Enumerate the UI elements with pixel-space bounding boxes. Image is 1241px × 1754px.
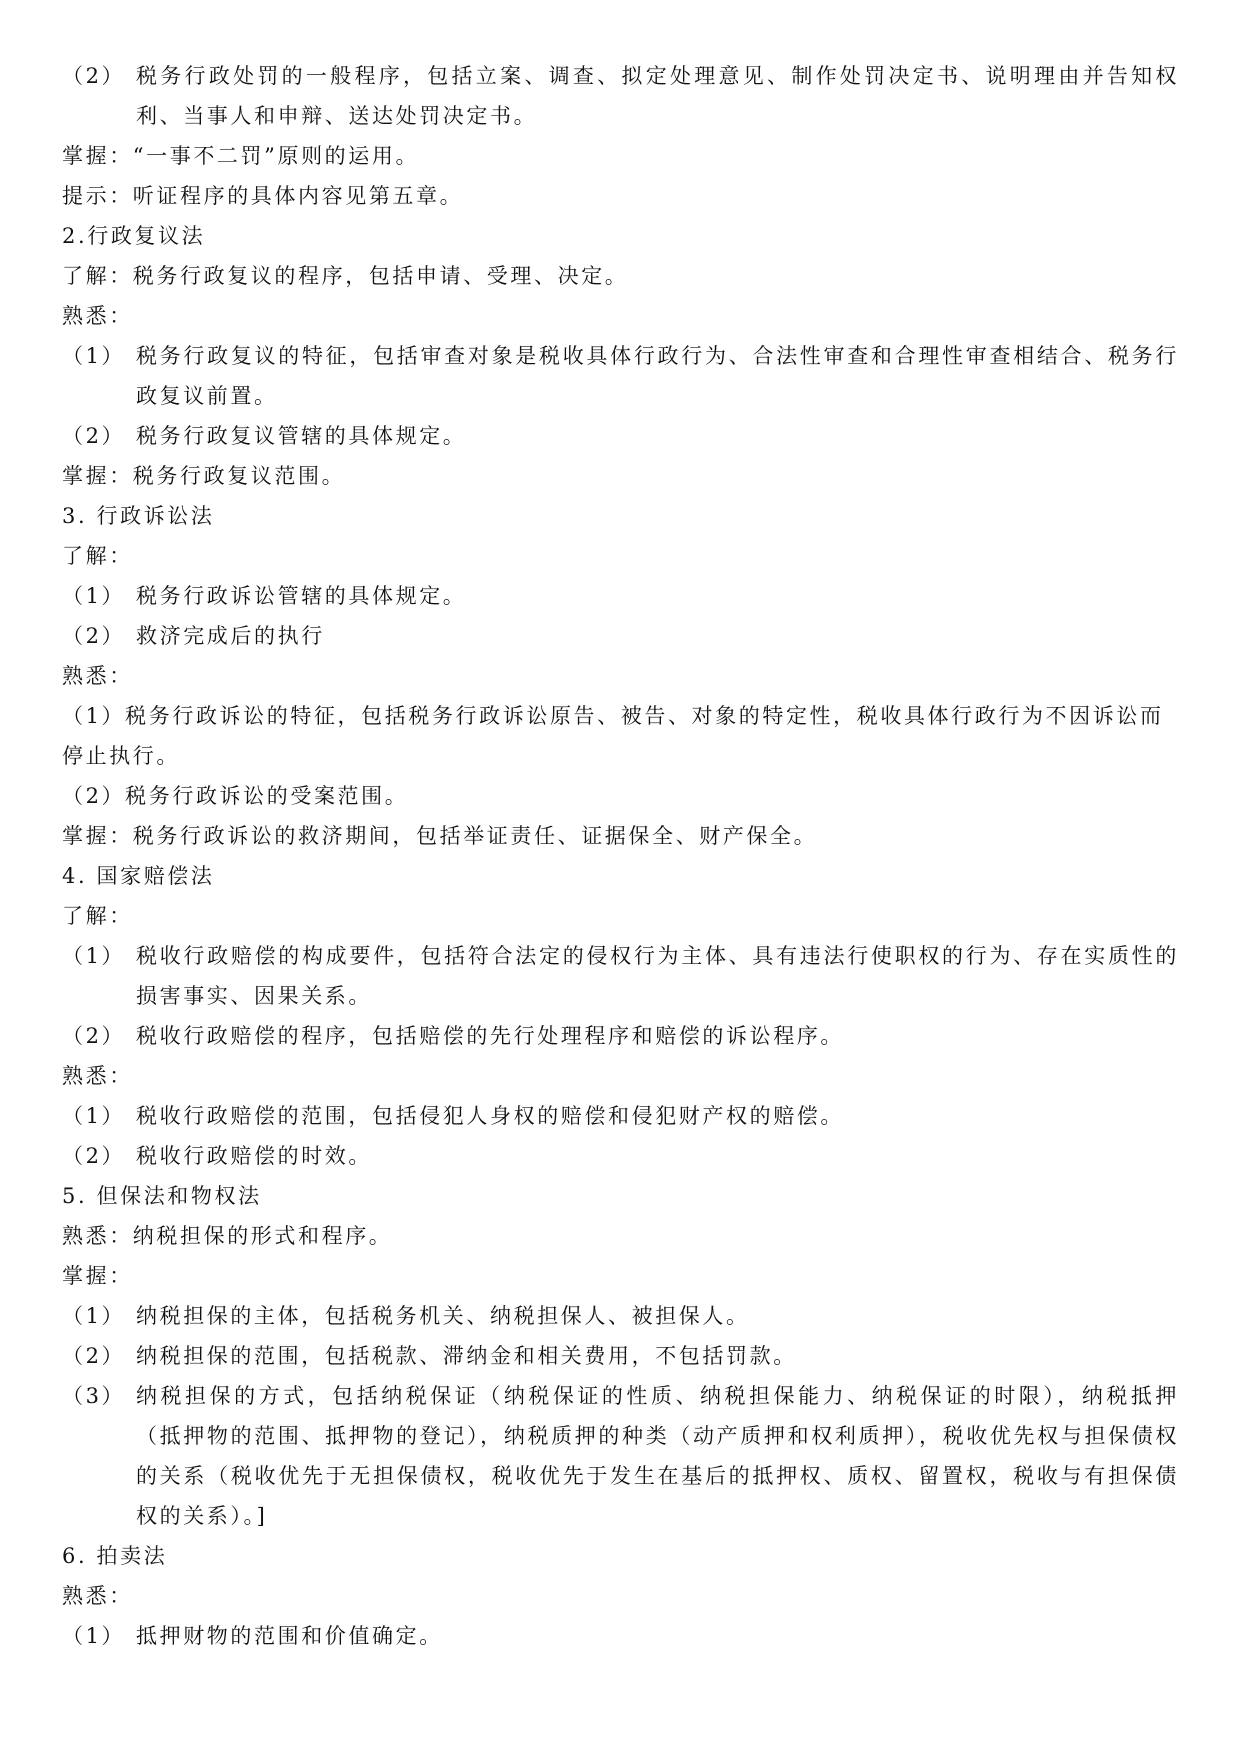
item-text: 税务行政诉讼管辖的具体规定。 bbox=[136, 584, 467, 608]
text-line: 熟悉：纳税担保的形式和程序。 bbox=[62, 1224, 393, 1248]
item-number: （1） bbox=[62, 344, 126, 368]
list-item bbox=[62, 576, 1179, 616]
item-text: 纳税担保的方式，包括纳税保证（纳税保证的性质、纳税担保能力、纳税保证的时限），纳税抵押（抵押物的范围、抵押物的登记），纳税质押的种类（动产质押和权利质押），税收优先权与担保债权的关系（税收优先于无担保债权，税收优先于发生在基后的抵押权、质权、留置权，税收与有担保债权的关系）。] bbox=[136, 1384, 1179, 1528]
item-text: 税务行政复议管辖的具体规定。 bbox=[136, 424, 467, 448]
item-text: 税务行政复议的特征，包括审查对象是税收具体行政行为、合法性审查和合理性审查相结合、税务行政复议前置。 bbox=[136, 344, 1179, 408]
text-line: 了解： bbox=[62, 544, 133, 568]
text-line: 提示：听证程序的具体内容见第五章。 bbox=[62, 184, 464, 208]
item-text: 救济完成后的执行 bbox=[136, 624, 325, 648]
list-item bbox=[62, 1616, 1179, 1656]
item-text: 税收行政赔偿的构成要件，包括符合法定的侵权行为主体、具有违法行使职权的行为、存在实质性的损害事实、因果关系。 bbox=[136, 944, 1179, 1008]
item-number: （1） bbox=[62, 944, 126, 968]
text-line: 掌握：“一事不二罚”原则的运用。 bbox=[62, 144, 420, 168]
list-item bbox=[62, 56, 1179, 136]
item-number: （3） bbox=[62, 1384, 126, 1408]
item-text: 纳税担保的主体，包括税务机关、纳税担保人、被担保人。 bbox=[136, 1304, 750, 1328]
section-heading: 6. 拍卖法 bbox=[62, 1544, 168, 1568]
item-number: （2） bbox=[62, 1344, 126, 1368]
text-line: （2）税务行政诉讼的受案范围。 bbox=[62, 784, 409, 808]
text-line: 掌握：税务行政复议范围。 bbox=[62, 464, 346, 488]
item-text: 税收行政赔偿的程序，包括赔偿的先行处理程序和赔偿的诉讼程序。 bbox=[136, 1024, 844, 1048]
item-text: 税收行政赔偿的时效。 bbox=[136, 1144, 372, 1168]
item-number: （2） bbox=[62, 64, 126, 88]
list-item bbox=[62, 336, 1179, 416]
text-line: 掌握：税务行政诉讼的救济期间，包括举证责任、证据保全、财产保全。 bbox=[62, 824, 818, 848]
section-heading: 3. 行政诉讼法 bbox=[62, 504, 215, 528]
list-item bbox=[62, 936, 1179, 1016]
text-line: 熟悉： bbox=[62, 304, 133, 328]
list-item bbox=[62, 1016, 1179, 1056]
list-item bbox=[62, 1096, 1179, 1136]
item-number: （1） bbox=[62, 1304, 126, 1328]
list-item bbox=[62, 616, 1179, 656]
item-text: 税务行政处罚的一般程序，包括立案、调查、拟定处理意见、制作处罚决定书、说明理由并告知权利、当事人和申辩、送达处罚决定书。 bbox=[136, 64, 1179, 128]
text-line: 掌握： bbox=[62, 1264, 133, 1288]
paragraph: （1）税务行政诉讼的特征，包括税务行政诉讼原告、被告、对象的特定性，税收具体行政行为不因诉讼而停止执行。 bbox=[62, 704, 1164, 768]
list-item bbox=[62, 416, 1179, 456]
list-item bbox=[62, 1336, 1179, 1376]
section-heading: 2.行政复议法 bbox=[62, 224, 206, 248]
text-line: 了解： bbox=[62, 904, 133, 928]
item-number: （1） bbox=[62, 1624, 126, 1648]
item-number: （1） bbox=[62, 1104, 126, 1128]
section-heading: 5. 但保法和物权法 bbox=[62, 1184, 262, 1208]
item-text: 税收行政赔偿的范围，包括侵犯人身权的赔偿和侵犯财产权的赔偿。 bbox=[136, 1104, 844, 1128]
list-item bbox=[62, 1136, 1179, 1176]
item-text: 纳税担保的范围，包括税款、滞纳金和相关费用，不包括罚款。 bbox=[136, 1344, 797, 1368]
item-number: （2） bbox=[62, 424, 126, 448]
item-number: （2） bbox=[62, 624, 126, 648]
text-line: 了解：税务行政复议的程序，包括申请、受理、决定。 bbox=[62, 264, 629, 288]
item-number: （2） bbox=[62, 1144, 126, 1168]
text-line: 熟悉： bbox=[62, 1064, 133, 1088]
list-item bbox=[62, 1296, 1179, 1336]
item-text: 抵押财物的范围和价值确定。 bbox=[136, 1624, 443, 1648]
text-line: 熟悉： bbox=[62, 664, 133, 688]
list-item bbox=[62, 1376, 1179, 1536]
item-number: （1） bbox=[62, 584, 126, 608]
item-number: （2） bbox=[62, 1024, 126, 1048]
text-line: 熟悉： bbox=[62, 1584, 133, 1608]
section-heading: 4. 国家赔偿法 bbox=[62, 864, 215, 888]
